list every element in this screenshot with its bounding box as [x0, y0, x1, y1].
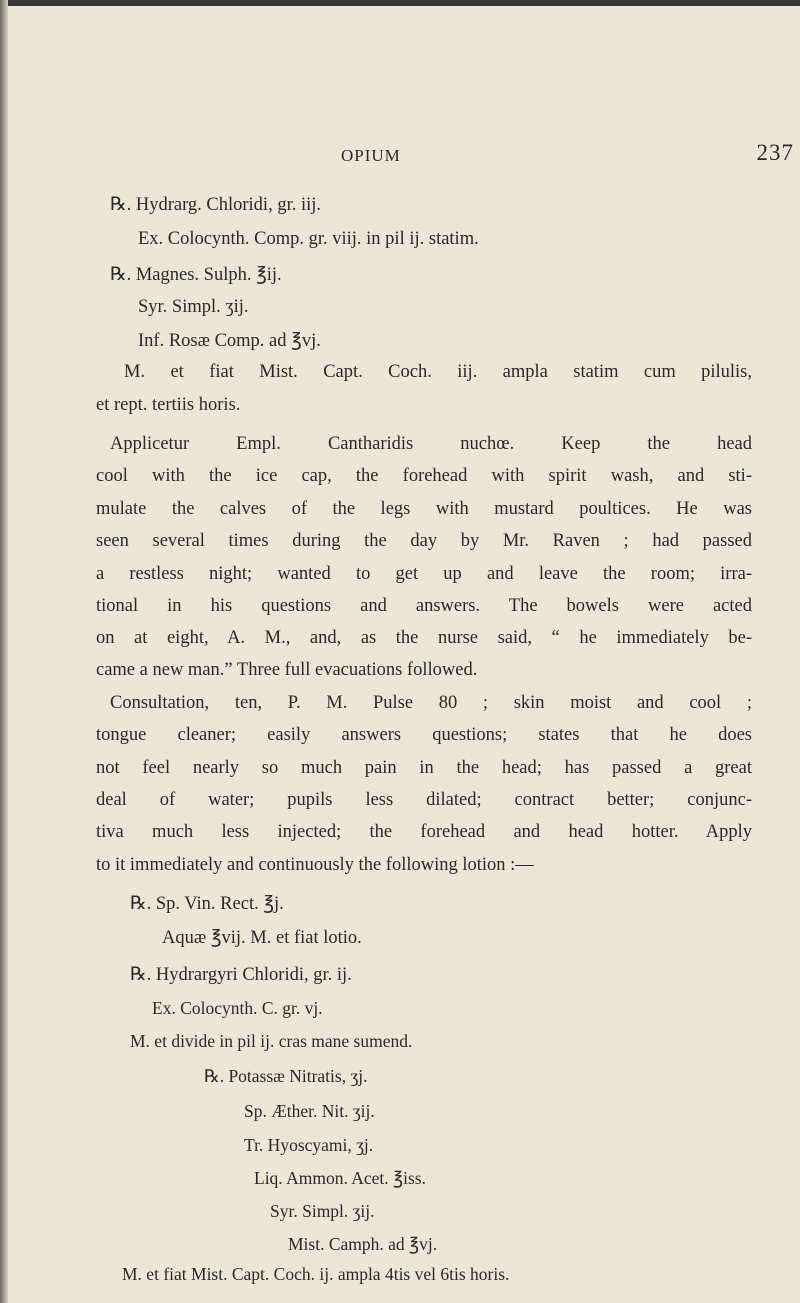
- text-line: mulate the calves of the legs with mustard poultices. He was: [96, 499, 752, 519]
- text-line: Applicetur Empl. Cantharidis nuchœ. Keep the head: [110, 434, 752, 454]
- top-border: [0, 0, 800, 6]
- text-line: et rept. tertiis horis.: [96, 395, 241, 415]
- text-line: Aquæ ℥vij. M. et fiat lotio.: [162, 928, 362, 948]
- text-line: Ex. Colocynth. C. gr. vj.: [152, 998, 323, 1018]
- text-line: tional in his questions and answers. The bowels were acted: [96, 596, 752, 616]
- text-line: Ex. Colocynth. Comp. gr. viij. in pil ij. statim.: [138, 229, 479, 249]
- text-line: ℞. Sp. Vin. Rect. ℥j.: [130, 894, 284, 914]
- text-line: ℞. Hydrarg. Chloridi, gr. iij.: [110, 195, 321, 215]
- text-line: M. et fiat Mist. Capt. Coch. iij. ampla statim cum pilulis,: [124, 362, 752, 382]
- running-head: [96, 140, 794, 170]
- text-line: a restless night; wanted to get up and leave the room; irra-: [96, 564, 752, 584]
- text-line: tiva much less injected; the forehead and head hotter. Apply: [96, 822, 752, 842]
- page-left-edge: [0, 0, 8, 1303]
- text-line: cool with the ice cap, the forehead with spirit wash, and sti-: [96, 466, 752, 486]
- text-line: ℞. Magnes. Sulph. ℥ij.: [110, 265, 282, 285]
- text-line: Sp. Æther. Nit. ʒij.: [244, 1101, 375, 1121]
- text-line: ℞. Hydrargyri Chloridi, gr. ij.: [130, 965, 352, 985]
- text-line: ℞. Potassæ Nitratis, ʒj.: [204, 1066, 368, 1086]
- text-line: Syr. Simpl. ʒij.: [138, 297, 249, 317]
- text-line: Syr. Simpl. ʒij.: [270, 1201, 375, 1221]
- text-line: on at eight, A. M., and, as the nurse said, “ he immediately be-: [96, 628, 752, 648]
- text-line: Liq. Ammon. Acet. ℥iss.: [254, 1168, 426, 1188]
- text-line: came a new man.” Three full evacuations followed.: [96, 660, 478, 680]
- text-line: M. et fiat Mist. Capt. Coch. ij. ampla 4tis vel 6tis horis.: [122, 1264, 510, 1284]
- text-line: Consultation, ten, P. M. Pulse 80 ; skin moist and cool ;: [110, 693, 752, 713]
- text-line: deal of water; pupils less dilated; contract better; conjunc-: [96, 790, 752, 810]
- text-line: to it immediately and continuously the following lotion :—: [96, 855, 534, 875]
- text-line: Inf. Rosæ Comp. ad ℥vj.: [138, 331, 321, 351]
- text-line: Mist. Camph. ad ℥vj.: [288, 1234, 438, 1254]
- text-line: not feel nearly so much pain in the head; has passed a great: [96, 758, 752, 778]
- text-line: Tr. Hyoscyami, ʒj.: [244, 1135, 374, 1155]
- running-head-title: OPIUM: [341, 146, 401, 165]
- text-line: tongue cleaner; easily answers questions; states that he does: [96, 725, 752, 745]
- page-number: 237: [756, 140, 794, 165]
- text-line: M. et divide in pil ij. cras mane sumend.: [130, 1031, 413, 1051]
- text-line: seen several times during the day by Mr. Raven ; had passed: [96, 531, 752, 551]
